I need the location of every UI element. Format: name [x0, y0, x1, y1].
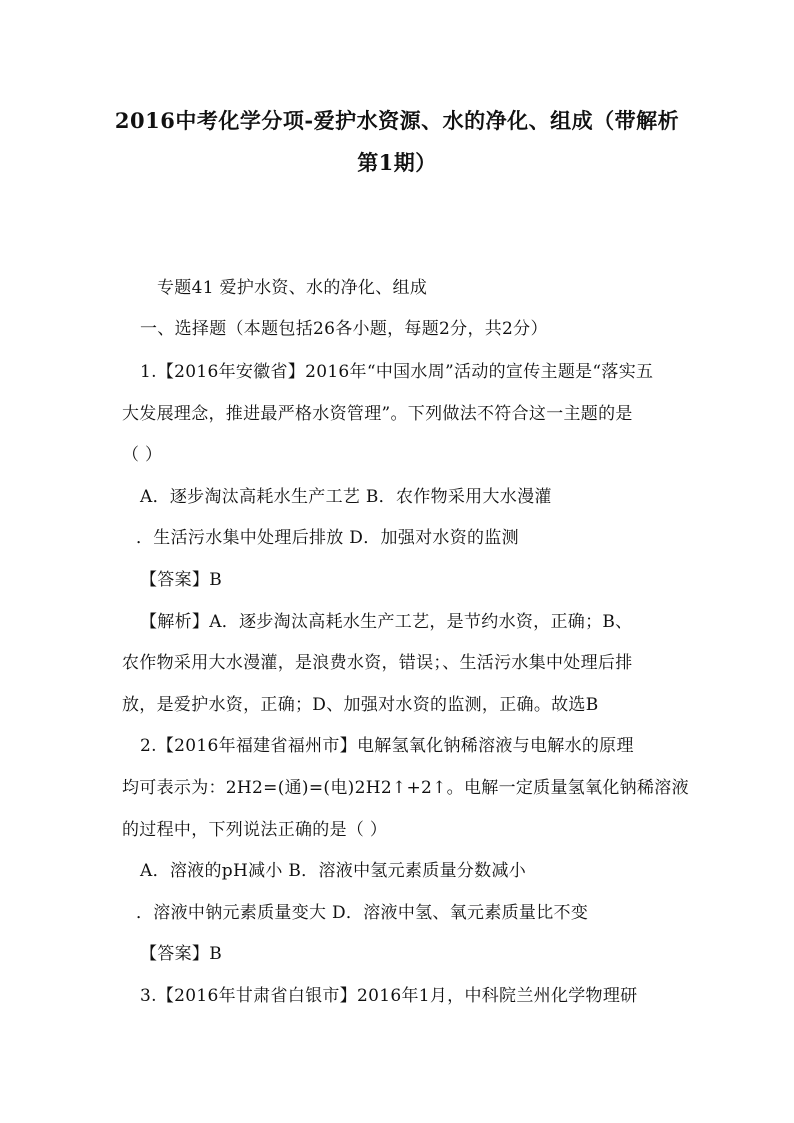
doc-title-line1: 2016中考化学分项-爱护水资源、水的净化、组成（带解析 — [114, 108, 680, 133]
topic-heading: 专题41 爱护水资、水的净化、组成 — [157, 278, 428, 298]
q1-analysis-line2: 农作物采用大水漫灌，是浪费水资，错误；、生活污水集中处理后排 — [122, 653, 633, 673]
q2-stem-line1: 2.【2016年福建省福州市】电解氢氧化钠稀溶液与电解水的原理 — [140, 736, 634, 756]
q2-stem-line3: 的过程中，下列说法正确的是（ ） — [122, 820, 388, 840]
q1-stem-line2: 大发展理念，推进最严格水资管理”。下列做法不符合这一主题的是 — [122, 404, 633, 424]
q2-options-cd: ．溶液中钠元素质量变大 D．溶液中氢、氧元素质量比不变 — [136, 903, 589, 923]
q2-answer: 【答案】B — [140, 944, 222, 964]
doc-title-line2: 第1期） — [357, 150, 437, 175]
q1-analysis-line1: 【解析】A．逐步淘汰高耗水生产工艺，是节约水资，正确；B、 — [140, 612, 633, 632]
q2-options-ab: A．溶液的pH减小 B．溶液中氢元素质量分数减小 — [140, 861, 527, 881]
q1-analysis-line3: 放，是爱护水资，正确；D、加强对水资的监测，正确。故选B — [122, 695, 599, 715]
q1-stem-line3: （ ） — [122, 445, 163, 465]
q1-stem-line1: 1.【2016年安徽省】2016年“中国水周”活动的宣传主题是“落实五 — [140, 362, 654, 382]
q1-answer: 【答案】B — [140, 570, 222, 590]
q1-options-cd: ．生活污水集中处理后排放 D．加强对水资的监测 — [136, 528, 519, 548]
q2-stem-line2: 均可表示为：2H2=(通)=(电)2H2↑+2↑。电解一定质量氢氧化钠稀溶液 — [122, 778, 689, 798]
section-heading: 一、选择题（本题包括26各小题，每题2分，共2分） — [140, 319, 548, 339]
q3-stem-line1: 3.【2016年甘肃省白银市】2016年1月，中科院兰州化学物理研 — [140, 986, 638, 1006]
q1-options-ab: A．逐步淘汰高耗水生产工艺 B．农作物采用大水漫灌 — [140, 487, 552, 507]
